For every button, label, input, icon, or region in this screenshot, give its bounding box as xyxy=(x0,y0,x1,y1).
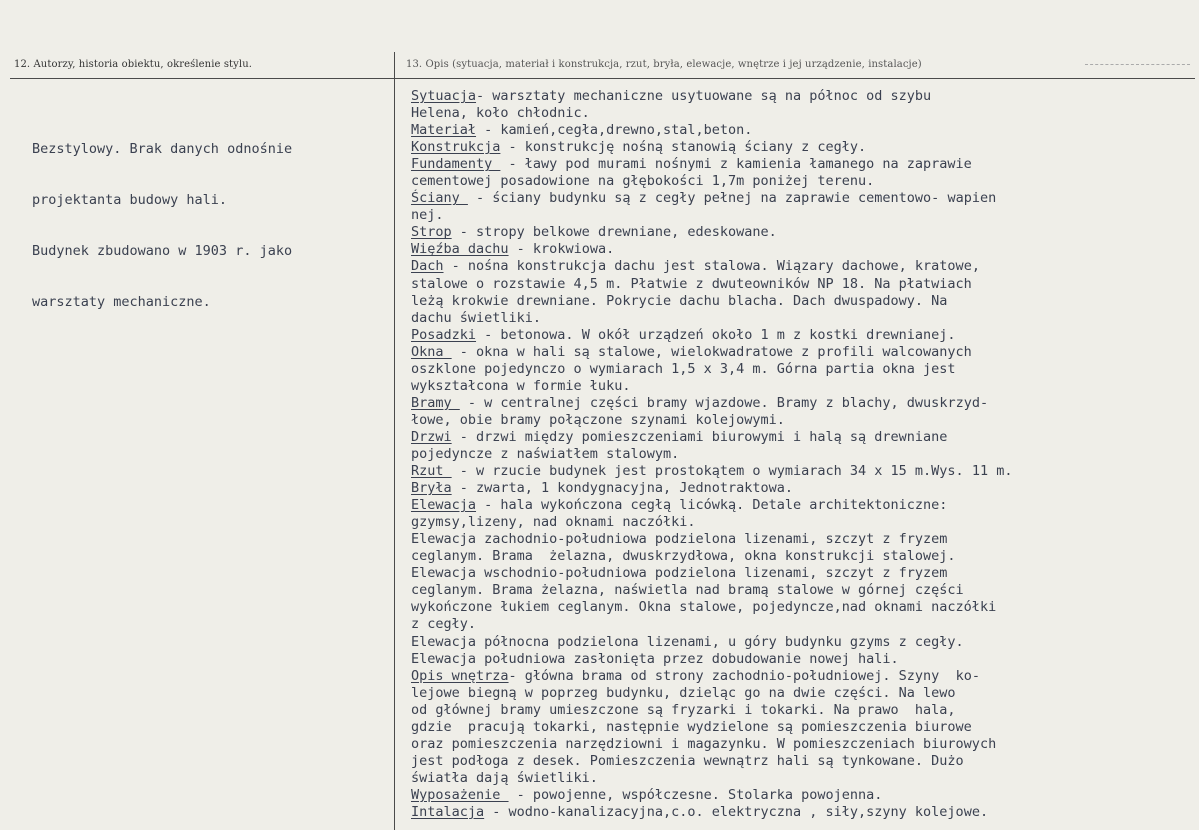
line-text: - okna w hali są stalowe, wielokwadratowe z profili walcowanych xyxy=(451,343,972,360)
header-divider xyxy=(10,78,1195,79)
line-text: Elewacja północna podzielona lizenami, u góry budynku gzyms z cegły. xyxy=(411,633,964,650)
description-line xyxy=(411,668,1012,685)
line-text: Elewacja zachodnio-południowa podzielona lizenami, szczyt z fryzem xyxy=(411,531,948,548)
line-text: gzymsy,lizeny, nad oknami naczółki. xyxy=(411,514,696,531)
section-keyword: Elewacja xyxy=(411,497,477,514)
description-line xyxy=(411,276,1012,293)
description-line xyxy=(411,327,1012,344)
section-12-header: 12. Autorzy, historia obiektu, określenie stylu. xyxy=(14,59,253,70)
description-line xyxy=(411,293,1012,310)
line-text: cementowej posadowione na głębokości 1,7m poniżej terenu. xyxy=(411,173,875,190)
line-text: leżą krokwie drewniane. Pokrycie dachu blacha. Dach dwuspadowy. Na xyxy=(411,292,948,309)
description-line xyxy=(411,122,1012,139)
description-line xyxy=(411,565,1012,582)
section-keyword: Drzwi xyxy=(411,428,452,445)
line-text: wykończone łukiem ceglanym. Okna stalowe, pojedyncze,nad oknami naczółki xyxy=(411,599,997,616)
line-text: Elewacja wschodnio-południowa podzielona lizenami, szczyt z fryzem xyxy=(411,565,948,582)
description-line xyxy=(411,753,1012,770)
section-keyword: Opis wnętrza xyxy=(411,667,509,684)
description-line xyxy=(411,463,1012,480)
line-text: - ławy pod murami nośnymi z kamienia łamanego na zaprawie xyxy=(500,156,972,173)
description-line xyxy=(411,548,1012,565)
description-line xyxy=(411,599,1012,616)
line-text: - zwarta, 1 kondygnacyjna, Jednotraktowa. xyxy=(451,480,794,497)
line-text: oraz pomieszczenia narzędziowni i magazynku. W pomieszczeniach biurowych xyxy=(411,735,997,752)
line-text: - powojenne, współczesne. Stolarka powojenna. xyxy=(508,786,883,803)
section-keyword: Więźba dachu xyxy=(411,241,509,258)
description-line xyxy=(411,429,1012,446)
left-line: warsztaty mechaniczne. xyxy=(32,294,211,310)
line-text: oszklone pojedynczo o wymiarach 1,5 x 3,4 m. Górna partia okna jest xyxy=(411,360,956,377)
line-text: - wodno-kanalizacyjna,c.o. elektryczna , siły,szyny kolejowe. xyxy=(484,803,989,820)
description-line xyxy=(411,156,1012,173)
description-line xyxy=(411,770,1012,787)
line-text: - warsztaty mechaniczne usytuowane są na północ od szybu xyxy=(476,88,932,104)
description-line xyxy=(411,497,1012,514)
section-keyword: Strop xyxy=(411,224,452,241)
line-text: jest podłoga z desek. Pomieszczenia wewnątrz hali są tynkowane. Dużo xyxy=(411,752,964,769)
description-line xyxy=(411,736,1012,753)
line-text: dachu świetliki. xyxy=(411,309,542,326)
description-line xyxy=(411,395,1012,412)
section-keyword: Dach xyxy=(411,258,444,275)
line-text: - stropy belkowe drewniane, edeskowane. xyxy=(451,224,777,241)
line-text: - nośna konstrukcja dachu jest stalowa. Wiązary dachowe, kratowe, xyxy=(443,258,980,275)
description-line xyxy=(411,224,1012,241)
section-keyword: Okna xyxy=(411,343,452,360)
description-line xyxy=(411,139,1012,156)
description-line xyxy=(411,412,1012,429)
section-keyword: Posadzki xyxy=(411,326,477,343)
line-text: nej. xyxy=(411,207,444,224)
description-line xyxy=(411,480,1012,497)
section-keyword: Materiał xyxy=(411,122,477,139)
line-text: - konstrukcję nośną stanowią ściany z cegły. xyxy=(500,139,867,156)
description-line xyxy=(411,685,1012,702)
description-line xyxy=(411,190,1012,207)
right-column-text xyxy=(411,88,1012,821)
line-text: gdzie pracują tokarki, następnie wydzielone są pomieszczenia biurowe xyxy=(411,718,972,735)
description-line xyxy=(411,616,1012,633)
description-line xyxy=(411,804,1012,821)
line-text: światła dają świetliki. xyxy=(411,769,598,786)
description-line xyxy=(411,105,1012,122)
section-keyword: Wyposażenie xyxy=(411,786,509,803)
line-text: ceglanym. Brama żelazna, naświetla nad bramą stalowe w górnej części xyxy=(411,582,964,599)
description-line xyxy=(411,310,1012,327)
description-line xyxy=(411,88,1012,105)
section-keyword: Bryła xyxy=(411,480,452,497)
line-text: Elewacja południowa zasłonięta przez dobudowanie nowej hali. xyxy=(411,650,899,667)
section-keyword: Ściany xyxy=(411,190,468,207)
section-13-header: 13. Opis (sytuacja, materiał i konstrukcja, rzut, bryła, elewacje, wnętrze i jej urządzenie, instalacje) xyxy=(406,59,922,70)
description-line xyxy=(411,361,1012,378)
description-line xyxy=(411,634,1012,651)
column-divider xyxy=(394,52,395,830)
section-keyword: Sytuacja xyxy=(411,88,477,104)
description-line xyxy=(411,719,1012,736)
left-column-text xyxy=(32,107,292,345)
line-text: stalowe o rozstawie 4,5 m. Płatwie z dwuteowników NP 18. Na płatwiach xyxy=(411,275,972,292)
description-line xyxy=(411,258,1012,275)
line-text: - ściany budynku są z cegły pełnej na zaprawie cementowo- wapien xyxy=(467,190,997,207)
left-line: Budynek zbudowano w 1903 r. jako xyxy=(32,243,293,259)
line-text: - krokwiowa. xyxy=(508,241,615,258)
line-text: z cegły. xyxy=(411,616,477,633)
dashed-mark xyxy=(1085,64,1190,65)
description-line xyxy=(411,344,1012,361)
description-line xyxy=(411,651,1012,668)
line-text: pojedyncze z naświatłem stalowym. xyxy=(411,445,680,462)
description-line xyxy=(411,702,1012,719)
line-text: Helena, koło chłodnic. xyxy=(411,105,590,122)
line-text: - hala wykończona cegłą licówką. Detale architektoniczne: xyxy=(476,497,948,514)
section-keyword: Intalacja xyxy=(411,803,485,820)
description-line xyxy=(411,173,1012,190)
description-line xyxy=(411,514,1012,531)
line-text: - w centralnej części bramy wjazdowe. Bramy z blachy, dwuskrzyd- xyxy=(459,394,989,411)
section-keyword: Bramy xyxy=(411,394,460,411)
line-text: - kamień,cegła,drewno,stal,beton. xyxy=(476,122,753,139)
left-line: Bezstylowy. Brak danych odnośnie xyxy=(32,141,293,157)
section-keyword: Konstrukcja xyxy=(411,139,501,156)
line-text: - główna brama od strony zachodnio-południowej. Szyny ko- xyxy=(508,667,980,684)
line-text: wykształcona w formie łuku. xyxy=(411,377,631,394)
section-keyword: Rzut xyxy=(411,463,452,480)
line-text: ceglanym. Brama żelazna, dwuskrzydłowa, okna konstrukcji stalowej. xyxy=(411,548,956,565)
left-line: projektanta budowy hali. xyxy=(32,192,228,208)
line-text: - w rzucie budynek jest prostokątem o wymiarach 34 x 15 m.Wys. 11 m. xyxy=(451,463,1013,480)
line-text: łowe, obie bramy połączone szynami kolejowymi. xyxy=(411,411,785,428)
description-line xyxy=(411,241,1012,258)
line-text: - drzwi między pomieszczeniami biurowymi i halą są drewniane xyxy=(451,428,948,445)
description-line xyxy=(411,378,1012,395)
section-keyword: Fundamenty xyxy=(411,156,501,173)
line-text: od głównej bramy umieszczone są fryzarki i tokarki. Na prawo hala, xyxy=(411,701,956,718)
description-line xyxy=(411,446,1012,463)
description-line xyxy=(411,582,1012,599)
description-line xyxy=(411,787,1012,804)
description-line xyxy=(411,531,1012,548)
line-text: lejowe biegną w poprzeg budynku, dzieląc go na dwie części. Na lewo xyxy=(411,684,956,701)
description-line xyxy=(411,207,1012,224)
line-text: - betonowa. W okół urządzeń około 1 m z kostki drewnianej. xyxy=(476,326,956,343)
